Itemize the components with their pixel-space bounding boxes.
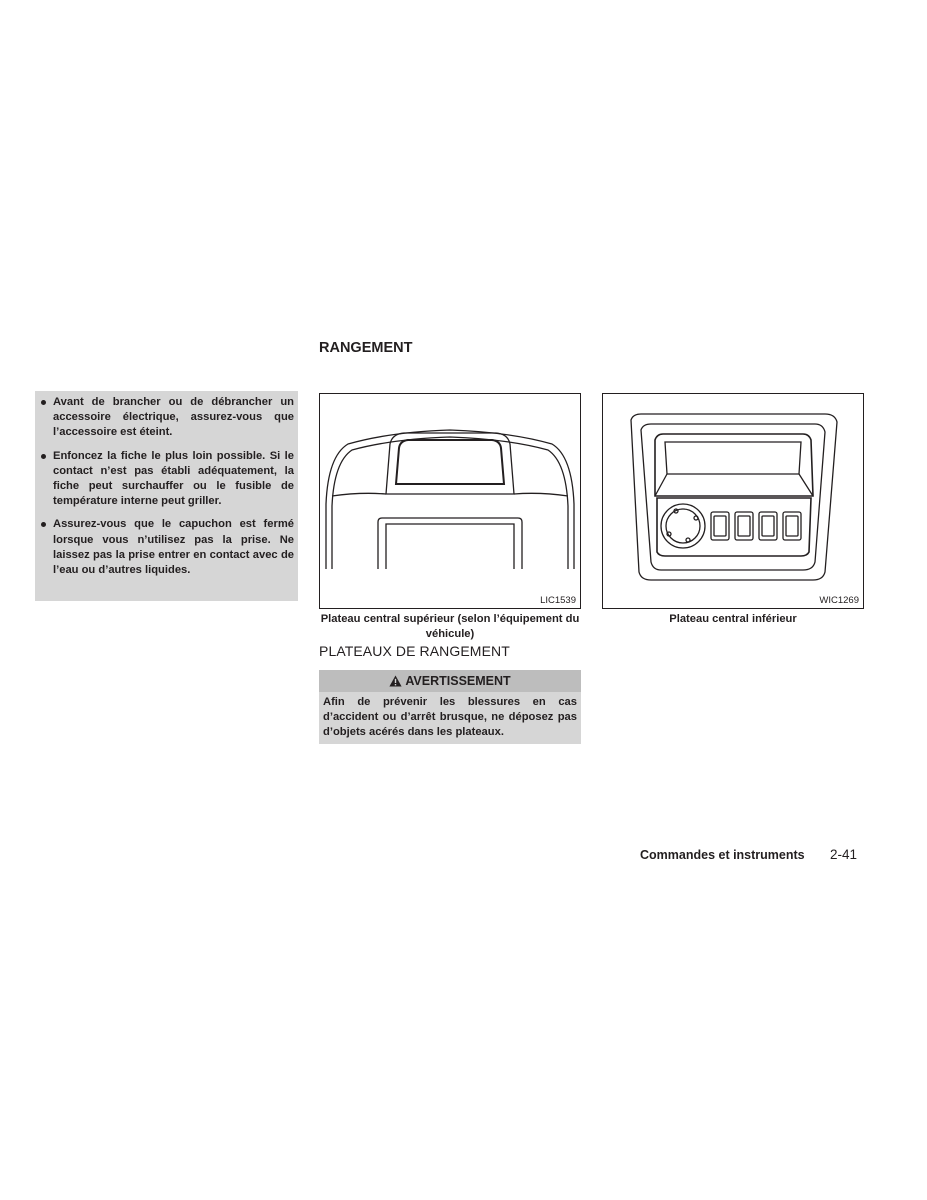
- section-title: RANGEMENT: [319, 340, 413, 356]
- lower-tray-illustration: [603, 394, 863, 608]
- caution-item: [39, 395, 294, 441]
- page-number: 2-41: [830, 847, 858, 862]
- warning-header: [319, 670, 581, 692]
- upper-tray-illustration: [320, 394, 580, 608]
- subsection-title: PLATEAUX DE RANGEMENT: [319, 643, 510, 659]
- figure-code: WIC1269: [819, 595, 859, 606]
- caution-box: [35, 391, 298, 601]
- caution-item: [39, 517, 294, 578]
- warning-title: AVERTISSEMENT: [405, 674, 511, 688]
- caution-item-text: Enfoncez la fiche le plus loin possible. Si le contact n’est pas établi adéquatement, la fiche peut surchauffer ou le fusible de température interne peut griller.: [53, 449, 294, 508]
- figure-upper-tray: [319, 393, 581, 609]
- bullet-icon: [41, 522, 46, 527]
- figure-caption: Plateau central supérieur (selon l’équipement du véhicule): [320, 613, 580, 640]
- figure-caption: Plateau central inférieur: [669, 613, 797, 625]
- warning-text: Afin de prévenir les blessures en cas d’accident ou d’arrêt brusque, ne déposez pas d’objets acérés dans les plateaux.: [323, 696, 577, 739]
- bullet-icon: [41, 400, 46, 405]
- bullet-icon: [41, 454, 46, 459]
- caution-item: [39, 449, 294, 510]
- footer-section-name: Commandes et instruments: [640, 848, 805, 862]
- figure-lower-tray: [602, 393, 864, 609]
- figure-code: LIC1539: [540, 595, 576, 606]
- caution-item-text: Assurez-vous que le capuchon est fermé lorsque vous n’utilisez pas la prise. Ne laissez pas la prise entrer en contact avec de l’eau ou d’autres liquides.: [53, 518, 294, 577]
- caution-item-text: Avant de brancher ou de débrancher un accessoire électrique, assurez-vous que l’accessoire est éteint.: [53, 396, 294, 439]
- warning-box: [319, 670, 581, 744]
- caution-list: [35, 391, 298, 578]
- warning-triangle-icon: [389, 675, 402, 687]
